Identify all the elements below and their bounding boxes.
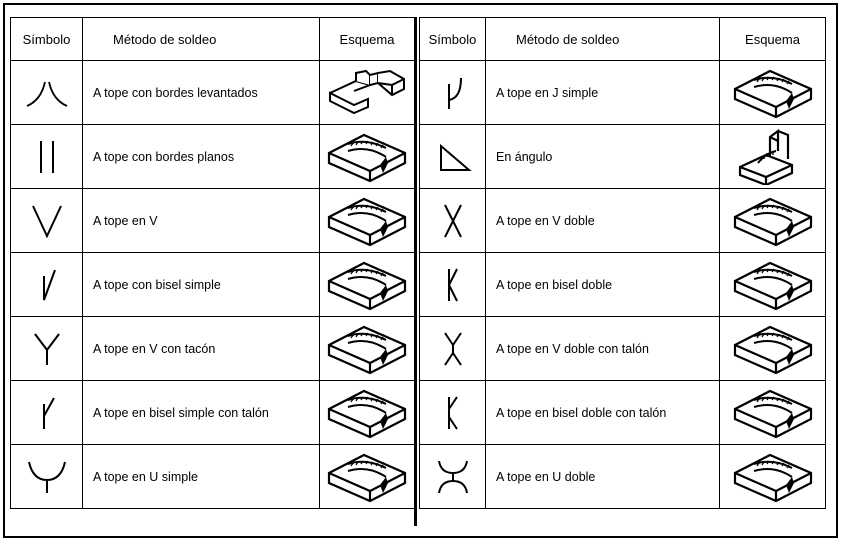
- header-schema: Esquema: [320, 18, 415, 61]
- method-label: A tope en V con tacón: [83, 317, 320, 381]
- butt-weld-schema-icon: [720, 445, 826, 509]
- method-label: A tope en U simple: [83, 445, 320, 509]
- table-row: [11, 61, 415, 125]
- butt-weld-schema-icon: [320, 189, 415, 253]
- butt-weld-schema-icon: [320, 381, 415, 445]
- v-butt-symbol-icon: [11, 189, 83, 253]
- square-butt-symbol-icon: [11, 125, 83, 189]
- method-label: A tope en V doble con talón: [486, 317, 720, 381]
- single-u-symbol-icon: [11, 445, 83, 509]
- method-label: A tope en bisel simple con talón: [83, 381, 320, 445]
- double-v-symbol-icon: [420, 189, 486, 253]
- table-row: [11, 253, 415, 317]
- header-method: Método de soldeo: [83, 18, 320, 61]
- fillet-symbol-icon: [420, 125, 486, 189]
- butt-weld-schema-icon: [320, 445, 415, 509]
- method-label: A tope con bisel simple: [83, 253, 320, 317]
- table-row: [420, 61, 826, 125]
- method-label: A tope en U doble: [486, 445, 720, 509]
- raised-edge-symbol-icon: [11, 61, 83, 125]
- single-bevel-symbol-icon: [11, 253, 83, 317]
- butt-weld-schema-icon: [720, 317, 826, 381]
- method-label: A tope en bisel doble con talón: [486, 381, 720, 445]
- method-label: A tope con bordes planos: [83, 125, 320, 189]
- method-label: A tope en V: [83, 189, 320, 253]
- table-row: [420, 253, 826, 317]
- table-row: [11, 189, 415, 253]
- butt-weld-schema-icon: [720, 253, 826, 317]
- table-row: [420, 445, 826, 509]
- v-root-face-symbol-icon: [11, 317, 83, 381]
- method-label: A tope en J simple: [486, 61, 720, 125]
- fillet-weld-schema-icon: [720, 125, 826, 189]
- header-row: [420, 18, 826, 61]
- table-row: [420, 317, 826, 381]
- butt-weld-schema-icon: [320, 317, 415, 381]
- butt-weld-schema-icon: [320, 253, 415, 317]
- table-row: [420, 381, 826, 445]
- welding-table-left: [10, 17, 415, 509]
- method-label: A tope en bisel doble: [486, 253, 720, 317]
- raised-edge-joint-schema-icon: [320, 61, 415, 125]
- table-row: [11, 125, 415, 189]
- method-label: A tope con bordes levantados: [83, 61, 320, 125]
- table-row: [420, 189, 826, 253]
- header-schema: Esquema: [720, 18, 826, 61]
- header-symbol: Símbolo: [11, 18, 83, 61]
- double-u-symbol-icon: [420, 445, 486, 509]
- single-j-symbol-icon: [420, 61, 486, 125]
- header-symbol: Símbolo: [420, 18, 486, 61]
- butt-weld-schema-icon: [320, 125, 415, 189]
- butt-weld-schema-icon: [720, 61, 826, 125]
- single-bevel-root-face-symbol-icon: [11, 381, 83, 445]
- table-row: [11, 381, 415, 445]
- table-row: [420, 125, 826, 189]
- double-bevel-root-face-symbol-icon: [420, 381, 486, 445]
- butt-weld-schema-icon: [720, 381, 826, 445]
- header-method: Método de soldeo: [486, 18, 720, 61]
- table-row: [11, 445, 415, 509]
- double-v-root-face-symbol-icon: [420, 317, 486, 381]
- butt-weld-schema-icon: [720, 189, 826, 253]
- double-bevel-symbol-icon: [420, 253, 486, 317]
- table-row: [11, 317, 415, 381]
- method-label: En ángulo: [486, 125, 720, 189]
- welding-table-right: [419, 17, 826, 509]
- header-row: [11, 18, 415, 61]
- method-label: A tope en V doble: [486, 189, 720, 253]
